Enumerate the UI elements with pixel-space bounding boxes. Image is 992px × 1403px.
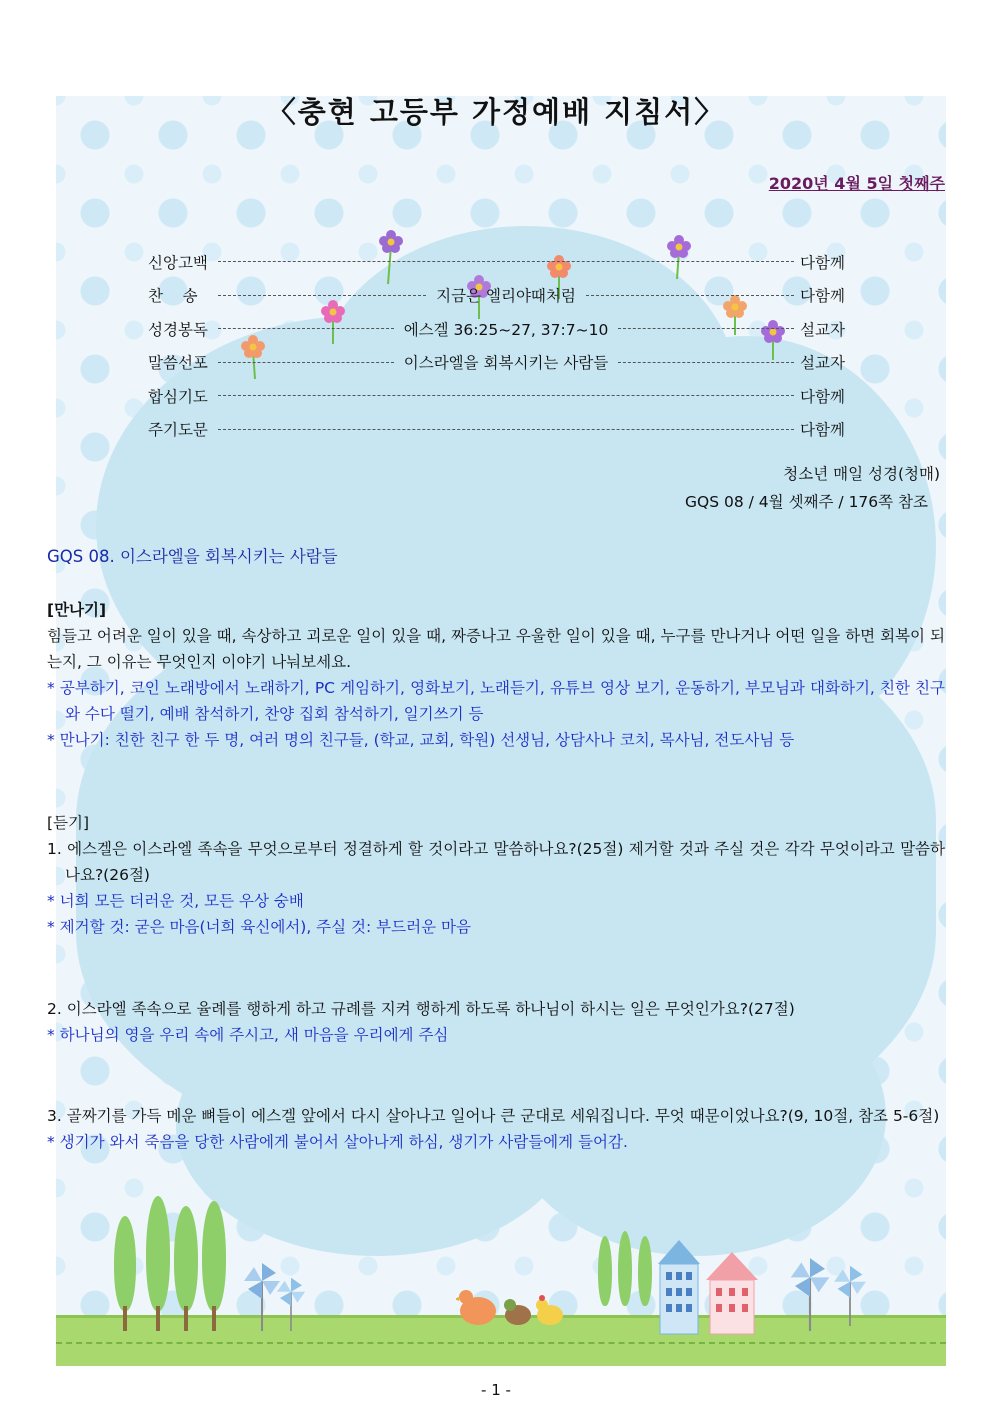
dotted-leader (218, 395, 794, 396)
order-item-label: 찬 송 (148, 287, 198, 306)
order-item-content: 이스라엘을 회복시키는 사람들 (403, 354, 609, 373)
meet-answer: * 공부하기, 코인 노래방에서 노래하기, PC 게임하기, 영화보기, 노래듣기, 유튜브 영상 보기, 운동하기, 부모님과 대화하기, 친한 친구와 수다 떨기, 예배 참석하기, 찬양 집회 참석하기, 일기쓰기 등 (47, 679, 945, 723)
meet-answer: * 만나기: 친한 친구 한 두 명, 여러 명의 친구들, (학교, 교회, 학원) 선생님, 상담사나 코치, 목사님, 전도사님 등 (47, 731, 795, 749)
question-2: 2. 이스라엘 족속으로 율례를 행하게 하고 규례를 지켜 행하게 하도록 하나님이 하시는 일은 무엇인가요?(27절) (47, 1000, 795, 1018)
meet-section (47, 597, 945, 753)
order-row (148, 245, 844, 279)
order-item-content: 지금은 엘리야때처럼 (436, 287, 576, 306)
order-item-label: 성경봉독 (148, 320, 208, 339)
house-icon (654, 1236, 704, 1336)
worship-date: 2020년 4월 5일 첫째주 (768, 174, 945, 193)
tree-icon (146, 1196, 170, 1311)
page-number: - 1 - (481, 1381, 511, 1399)
dotted-leader (218, 362, 394, 363)
listen-heading: [듣기] (47, 814, 90, 832)
meet-heading: [만나기] (47, 601, 107, 619)
order-row (148, 379, 844, 413)
pinwheel-icon (274, 1276, 308, 1331)
order-item-label: 주기도문 (148, 421, 208, 440)
tree-icon (618, 1231, 632, 1306)
order-item-leader: 설교자 (800, 320, 845, 339)
dotted-leader (586, 295, 794, 296)
question-1: 1. 에스겔은 이스라엘 족속을 무엇으로부터 정결하게 할 것이라고 말씀하나요?(25절) 제거할 것과 주실 것은 각각 무엇이라고 말씀하나요?(26절) (47, 840, 945, 884)
order-item-label: 말씀선포 (148, 354, 208, 373)
dotted-leader (618, 362, 794, 363)
tree-icon (638, 1236, 652, 1306)
order-row (148, 346, 844, 380)
question-2-block (47, 996, 945, 1048)
answer-2: * 하나님의 영을 우리 속에 주시고, 새 마음을 우리에게 주심 (47, 1026, 449, 1044)
section-title: GQS 08. 이스라엘을 회복시키는 사람들 (47, 547, 338, 566)
chicken-icon (456, 1281, 576, 1331)
answer-1b: * 제거할 것: 굳은 마음(너희 육신에서), 주실 것: 부드러운 마음 (47, 918, 471, 936)
dotted-leader (218, 261, 794, 262)
dotted-leader (218, 429, 794, 430)
tree-icon (114, 1216, 136, 1311)
pinwheel-icon (788, 1256, 832, 1331)
pinwheel-icon (832, 1264, 868, 1326)
tree-icon (598, 1236, 612, 1306)
order-item-label: 합심기도 (148, 387, 208, 406)
order-row (148, 312, 844, 346)
path-line (56, 1342, 946, 1344)
question-3: 3. 골짜기를 가득 메운 뼈들이 에스겔 앞에서 다시 살아나고 일어나 큰 군대로 세워집니다. 무엇 때문이었나요?(9, 10절, 참조 5-6절) (47, 1107, 940, 1125)
order-item-leader: 다함께 (800, 287, 845, 306)
dotted-leader (618, 328, 794, 329)
reference-line-2: GQS 08 / 4월 셋째주 / 176쪽 참조 (685, 493, 928, 511)
order-item-label: 신앙고백 (148, 253, 208, 272)
tree-icon (174, 1206, 198, 1311)
order-item-leader: 설교자 (800, 354, 845, 373)
answer-1a: * 너희 모든 더러운 것, 모든 우상 숭배 (47, 892, 304, 910)
tree-icon (202, 1201, 226, 1311)
order-row (148, 413, 844, 447)
page-title: 〈충현 고등부 가정예배 지침서〉 (266, 95, 726, 129)
worship-order (148, 245, 844, 446)
order-item-leader: 다함께 (800, 253, 845, 272)
order-item-leader: 다함께 (800, 421, 845, 440)
listen-section (47, 810, 945, 940)
reference-line-1: 청소년 매일 성경(청매) (783, 465, 940, 483)
meet-question: 힘들고 어려운 일이 있을 때, 속상하고 괴로운 일이 있을 때, 짜증나고 우울한 일이 있을 때, 누구를 만나거나 어떤 일을 하면 회복이 되는지, 그 이유는 무엇인지 이야기 나눠보세요. (47, 627, 945, 671)
order-row (148, 279, 844, 313)
order-item-leader: 다함께 (800, 387, 845, 406)
order-item-content: 에스겔 36:25~27, 37:7~10 (403, 320, 609, 339)
dotted-leader (218, 295, 426, 296)
answer-3: * 생기가 와서 죽음을 당한 사람에게 불어서 살아나게 하심, 생기가 사람들에게 들어감. (47, 1133, 628, 1151)
house-icon (704, 1246, 760, 1336)
dotted-leader (218, 328, 394, 329)
question-3-block (47, 1103, 945, 1155)
